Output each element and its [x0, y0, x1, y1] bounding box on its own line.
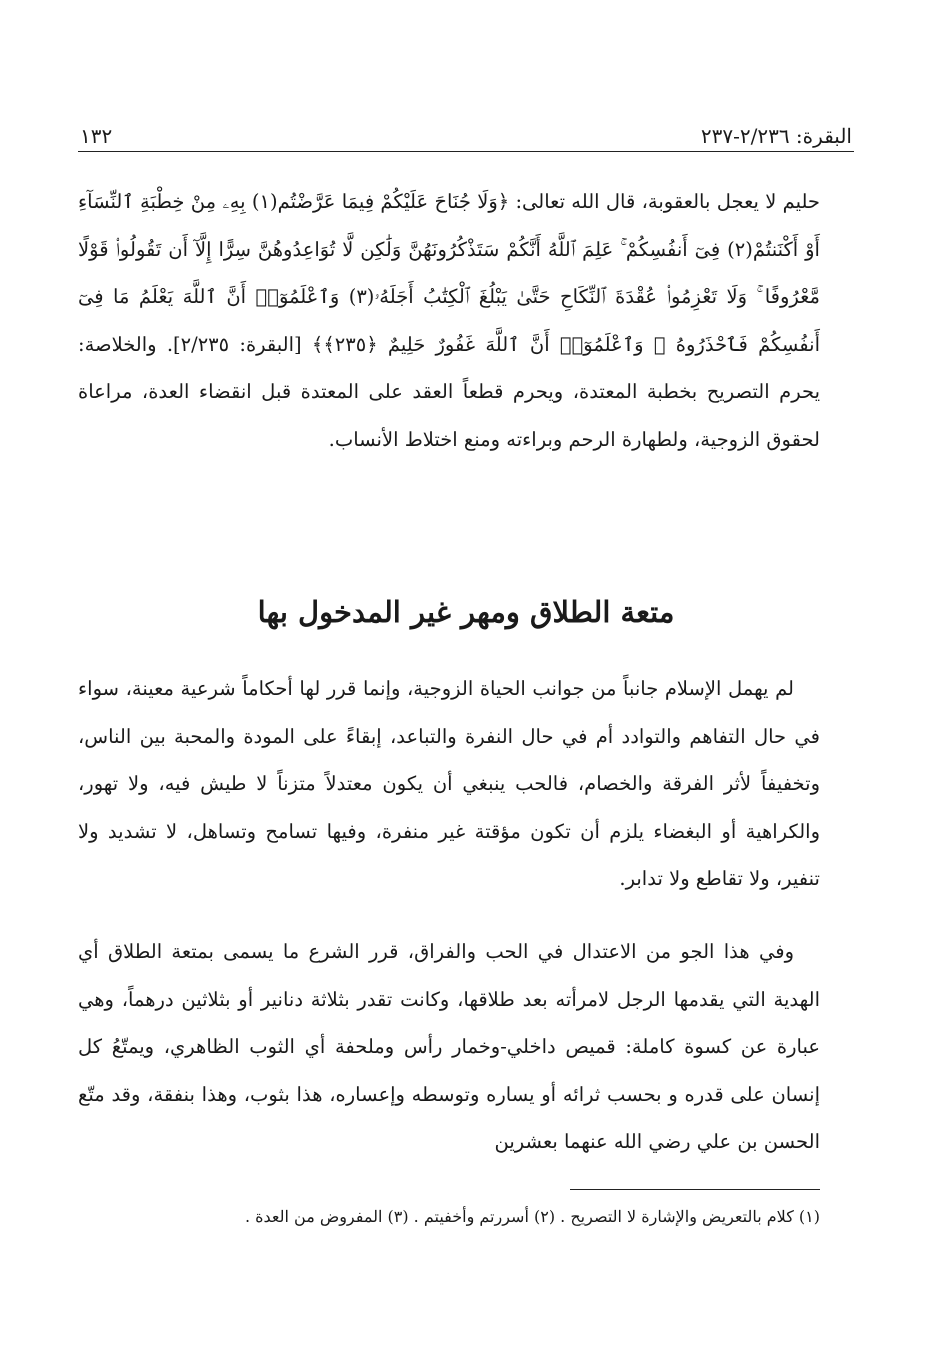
section-title: متعة الطلاق ومهر غير المدخول بها — [257, 595, 675, 629]
header-rule — [78, 151, 854, 152]
footnotes: (١) كلام بالتعريض والإشارة لا التصريح . (٢) أسررتم وأخفيتم . (٣) المفروض من العدة . — [244, 1207, 820, 1226]
paragraph-intro: لم يهمل الإسلام جانباً من جوانب الحياة الزوجية، وإنما قرر لها أحكاماً شرعية معينة، سواء في حال التفاهم والتوادد أم في حال النفرة والتباعد، إبقاءً على المودة والمحبة بين الناس، وتخفيفاً لأثر الفرقة والخصام، فالحب ينبغي أن يكون معتدلاً متزناً لا طيش فيه، ولا تهور، والكراهية أو البغضاء يلزم أن تكون مؤقتة غير منفرة، وفيها تسامح وتساهل، لا تشديد ولا تنفير، ولا تقاطع ولا تدابر. — [78, 677, 820, 890]
running-header — [80, 112, 852, 148]
surah-reference: البقرة: ٢/٢٣٦-٢٣٧ — [700, 124, 852, 148]
paragraph-quran-verse: حليم لا يعجل بالعقوبة، قال الله تعالى: ﴿وَلَا جُنَاحَ عَلَيْكُمْ فِيمَا عَرَّضْتُم(١) بِهِۦ مِنْ خِطْبَةِ ٱلنِّسَآءِ أَوْ أَكْنَنتُمْ(٢) فِىٓ أَنفُسِكُمْ ۚ عَلِمَ ٱللَّهُ أَنَّكُمْ سَتَذْكُرُونَهُنَّ وَلَٰكِن لَّا تُوَاعِدُوهُنَّ سِرًّا إِلَّآ أَن تَقُولُوا۟ قَوْلًا مَّعْرُوفًا ۚ وَلَا تَعْزِمُوا۟ عُقْدَةَ ٱلنِّكَاحِ حَتَّىٰ يَبْلُغَ ٱلْكِتَٰبُ أَجَلَهُۥ(٣) وَٱعْلَمُوٓا۟ أَنَّ ٱللَّهَ يَعْلَمُ مَا فِىٓ أَنفُسِكُمْ فَٱحْذَرُوهُ ۚ وَٱعْلَمُوٓا۟ أَنَّ ٱللَّهَ غَفُورٌ حَلِيمٌ ﴿٢٣٥﴾﴾ [البقرة: ٢/٢٣٥]. والخلاصة: يحرم التصريح بخطبة المعتدة، ويحرم قطعاً العقد على المعتدة قبل انقضاء العدة، مراعاة لحقوق الزوجية، ولطهارة الرحم وبراءته ومنع اختلاط الأنساب. — [78, 190, 820, 451]
page-number: ١٣٢ — [80, 124, 113, 148]
paragraph-mutaa: وفي هذا الجو من الاعتدال في الحب والفراق، قرر الشرع ما يسمى بمتعة الطلاق أي الهدية التي يقدمها الرجل لامرأته بعد طلاقها، وكانت تقدر بثلاثة دنانير أو بثلاثين درهماً، وهي عبارة عن كسوة كاملة: قميص داخلي-وخمار رأس وملحفة أي الثوب الظاهري، ويمتّعُ كل إنسان على قدره و بحسب ثرائه أو يساره وتوسطه وإعساره، هذا بثوب، وهذا بنفقة، وقد متّع الحسن بن علي رضي الله عنهما بعشرين — [78, 940, 820, 1153]
footnote-rule — [570, 1189, 820, 1190]
